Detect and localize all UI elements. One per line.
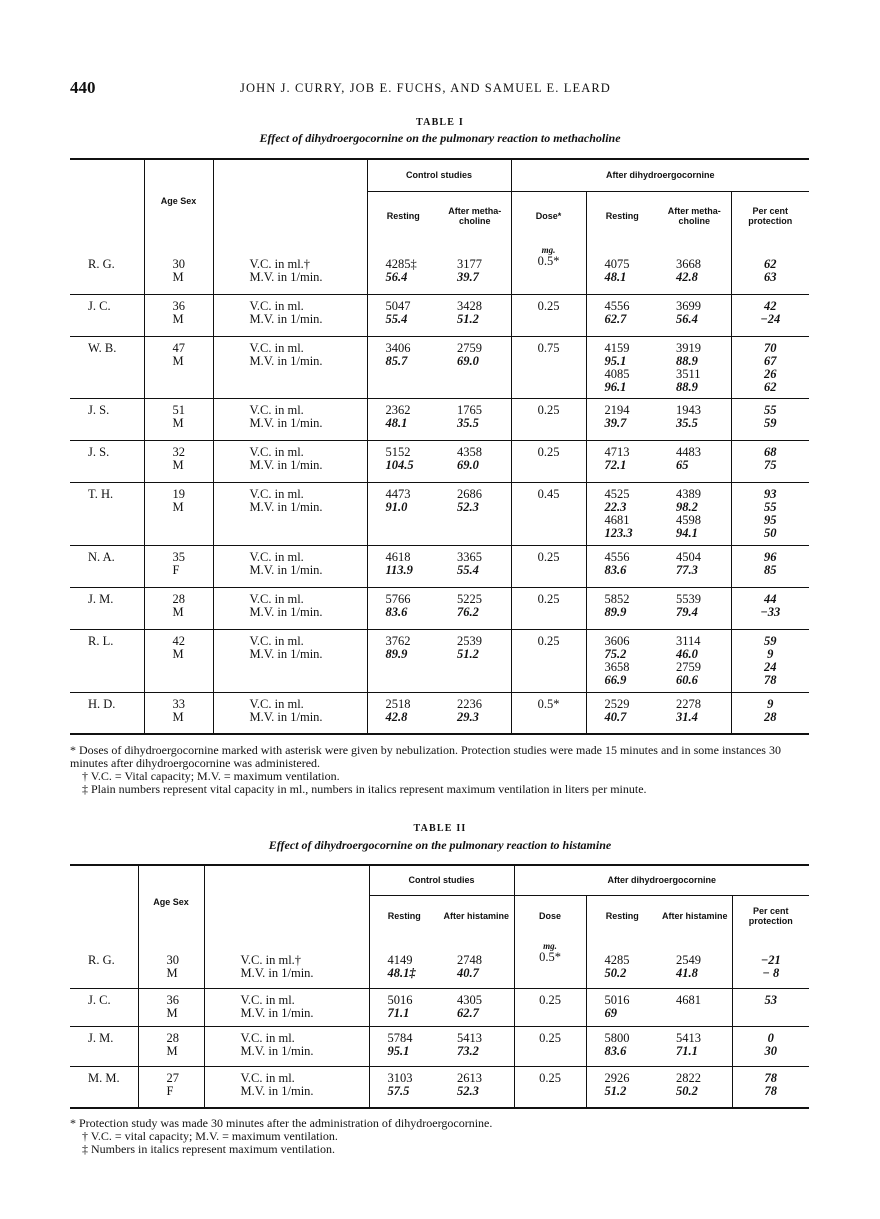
control-after-value: 69.0: [457, 457, 479, 472]
control-after-value: 2539: [457, 633, 482, 648]
after-drug-value: 41.8: [676, 966, 698, 980]
dose-value: 0.5*: [539, 950, 561, 964]
after-resting-value: 89.9: [604, 604, 627, 619]
per-cent-protection-value: 67: [764, 353, 777, 368]
control-after-value: 2748: [457, 953, 482, 967]
control-after-value: 3428: [457, 298, 482, 313]
subject-initials: H. D.: [88, 696, 116, 711]
per-cent-protection-value: 0: [767, 1030, 774, 1045]
after-resting-value: 50.2: [604, 966, 627, 980]
control-after-value: 39.7: [457, 270, 479, 284]
subject-age: 28: [172, 591, 185, 606]
page-number: 440: [70, 78, 96, 97]
table-row: [70, 988, 809, 1026]
per-cent-protection-value: 42: [764, 298, 777, 313]
table-row: [70, 336, 809, 398]
after-drug-value: 65: [676, 457, 689, 472]
per-cent-protection-value: 24: [764, 659, 777, 674]
table-row: [70, 1066, 809, 1108]
after-resting-value: 4556: [604, 298, 630, 313]
after-drug-value: 3114: [676, 633, 701, 648]
after-resting-value: 51.2: [604, 1083, 627, 1098]
subject-sex: M: [172, 499, 184, 514]
per-cent-protection-value: 44: [764, 591, 777, 606]
dose-value: 0.75: [537, 340, 560, 355]
control-resting-value: 2362: [385, 402, 411, 417]
table-row: [70, 629, 809, 692]
subject-sex: M: [172, 646, 184, 661]
table1-header-dose: Dose*: [511, 191, 586, 241]
after-resting-value: 4525: [604, 486, 630, 501]
per-cent-protection-value: −21: [760, 953, 781, 967]
table2-header-control: Control studies: [369, 865, 514, 895]
after-resting-value: 48.1: [604, 270, 627, 284]
after-drug-value: 4504: [676, 549, 701, 564]
control-after-value: 51.2: [457, 646, 479, 661]
per-cent-protection-value: 59: [764, 633, 777, 648]
per-cent-protection-value: 59: [764, 415, 777, 430]
after-resting-value: 62.7: [604, 311, 627, 326]
control-after-value: 2686: [457, 486, 482, 501]
per-cent-protection-value: 93: [764, 486, 777, 501]
control-after-value: 2759: [457, 340, 482, 355]
per-cent-protection-value: 9: [767, 696, 774, 711]
control-resting-value: 104.5: [385, 457, 414, 472]
subject-sex: M: [172, 415, 184, 430]
per-cent-protection-value: 55: [764, 499, 777, 514]
subject-sex: F: [172, 562, 180, 577]
control-resting-value: 57.5: [387, 1083, 410, 1098]
subject-initials: J. C.: [88, 298, 111, 313]
dose-value: 0.25: [539, 1030, 561, 1045]
measure-label-mv: M.V. in 1/min.: [240, 966, 314, 980]
dose-unit: mg.: [543, 941, 557, 951]
table2-header-name-blank: [70, 865, 138, 895]
table2-footnote-2: † V.C. = vital capacity; M.V. = maximum ventilation.: [82, 1129, 338, 1143]
table1-header-resting: Resting: [367, 191, 439, 241]
after-drug-value: 4389: [676, 486, 701, 501]
table-row: [70, 587, 809, 629]
per-cent-protection-value: 78: [764, 1083, 777, 1098]
control-after-value: 1765: [457, 402, 482, 417]
after-resting-value: 83.6: [604, 562, 627, 577]
after-drug-value: 94.1: [676, 525, 698, 540]
after-resting-value: 123.3: [604, 525, 633, 540]
after-resting-value: 4681: [604, 512, 630, 527]
table2-header-name-blank-2: [70, 895, 138, 937]
table1-footnote-3: ‡ Plain numbers represent vital capacity in ml., numbers in italics represent maximum ventilation in liters per minute.: [82, 782, 647, 796]
subject-initials: R. G.: [88, 257, 115, 271]
per-cent-protection-value: −33: [760, 604, 781, 619]
table2-header-resting: Resting: [369, 895, 439, 937]
subject-initials: J. M.: [88, 591, 114, 606]
per-cent-protection-value: 63: [764, 270, 777, 284]
table1-label: TABLE I: [416, 117, 464, 128]
control-after-value: 3365: [457, 549, 482, 564]
per-cent-protection-value: 70: [764, 340, 777, 355]
per-cent-protection-value: 62: [764, 379, 777, 394]
table1-header-after: After dihydroergocornine: [511, 159, 809, 191]
after-drug-value: 46.0: [676, 646, 698, 661]
after-resting-value: 22.3: [604, 499, 627, 514]
table2-header-after: After dihydroergocornine: [514, 865, 809, 895]
table1-header-name-blank: [70, 159, 144, 191]
per-cent-protection-value: 75: [764, 457, 777, 472]
after-resting-value: 66.9: [604, 672, 627, 687]
subject-age: 42: [172, 633, 185, 648]
after-drug-value: 2278: [676, 696, 701, 711]
table-row: [70, 440, 809, 482]
running-head: JOHN J. CURRY, JOB E. FUCHS, AND SAMUEL E. LEARD: [240, 81, 611, 95]
dose-unit: mg.: [541, 245, 556, 255]
per-cent-protection-value: − 8: [762, 966, 780, 980]
measure-label-vc: V.C. in ml.: [249, 591, 304, 606]
control-after-value: 55.4: [457, 562, 479, 577]
subject-sex: M: [172, 311, 184, 326]
subject-age: 28: [166, 1030, 179, 1045]
per-cent-protection-value: 50: [764, 525, 777, 540]
table2-footnote-1: * Protection study was made 30 minutes after the administration of dihydroergocornine.: [70, 1116, 493, 1130]
measure-label-vc: V.C. in ml.†: [240, 953, 302, 967]
subject-age: 30: [166, 953, 179, 967]
table2-header-resting-after: Resting: [586, 895, 658, 937]
per-cent-protection-value: 28: [764, 709, 777, 724]
table2-footnote-3: ‡ Numbers in italics represent maximum ventilation.: [82, 1142, 335, 1156]
after-drug-value: 42.8: [676, 270, 698, 284]
control-resting-value: 55.4: [385, 311, 408, 326]
control-resting-value: 4473: [385, 486, 411, 501]
table1-header-after-drug-2: After metha- choline: [667, 206, 721, 227]
per-cent-protection-value: 95: [764, 512, 777, 527]
table1-header-after-drug: After metha- choline: [448, 206, 502, 227]
control-resting-value: 5784: [387, 1030, 413, 1045]
after-resting-value: 4713: [604, 444, 630, 459]
table2-header-after-drug: After histamine: [443, 911, 509, 922]
table-row: [70, 482, 809, 545]
after-drug-value: 88.9: [676, 353, 698, 368]
table1-header-control: Control studies: [367, 159, 511, 191]
control-after-value: 5225: [457, 591, 482, 606]
table-row: [70, 1026, 809, 1066]
subject-initials: R. G.: [88, 953, 115, 967]
per-cent-protection-value: −24: [760, 311, 781, 326]
subject-age: 27: [166, 1070, 179, 1085]
per-cent-protection-value: 68: [764, 444, 777, 459]
control-resting-value: 85.7: [385, 353, 408, 368]
measure-label-mv: M.V. in 1/min.: [249, 415, 323, 430]
measure-label-mv: M.V. in 1/min.: [240, 1043, 314, 1058]
measure-label-vc: V.C. in ml.: [249, 298, 304, 313]
after-drug-value: 35.5: [676, 415, 698, 430]
subject-sex: M: [166, 1005, 178, 1020]
table2-header-per-cent: Per cent protection: [732, 895, 809, 937]
subject-sex: M: [172, 709, 184, 724]
subject-sex: M: [172, 270, 184, 284]
after-resting-value: 5800: [604, 1030, 630, 1045]
measure-label-mv: M.V. in 1/min.: [249, 562, 323, 577]
after-drug-value: 31.4: [676, 709, 698, 724]
after-drug-value: 60.6: [676, 672, 698, 687]
control-resting-value: 3103: [387, 1070, 413, 1085]
subject-initials: R. L.: [88, 633, 114, 648]
after-drug-value: 5539: [676, 591, 701, 606]
after-resting-value: 4556: [604, 549, 630, 564]
table-row: [70, 294, 809, 336]
per-cent-protection-value: 96: [764, 549, 777, 564]
control-after-value: 35.5: [457, 415, 479, 430]
after-resting-value: 4075: [604, 257, 630, 271]
control-after-value: 40.7: [457, 966, 479, 980]
control-after-value: 52.3: [457, 499, 479, 514]
control-resting-value: 5766: [385, 591, 411, 606]
subject-sex: M: [166, 1043, 178, 1058]
control-resting-value: 95.1: [387, 1043, 410, 1058]
dose-value: 0.25: [537, 298, 560, 313]
table1-body: [70, 241, 809, 734]
control-after-value: 2613: [457, 1070, 482, 1085]
measure-label-vc: V.C. in ml.: [249, 696, 304, 711]
control-after-value: 76.2: [457, 604, 479, 619]
dose-value: 0.25: [539, 1070, 561, 1085]
measure-label-mv: M.V. in 1/min.: [240, 1005, 314, 1020]
table1-header-per-cent: Per cent protection: [731, 191, 809, 241]
control-resting-value: 5152: [385, 444, 411, 459]
table1-header-age-sex: Age Sex: [144, 159, 213, 241]
measure-label-mv: M.V. in 1/min.: [249, 499, 323, 514]
measure-label-mv: M.V. in 1/min.: [249, 311, 323, 326]
after-drug-value: 2822: [676, 1070, 701, 1085]
after-drug-value: 2549: [676, 953, 701, 967]
table2-header-after-drug-2: After histamine: [661, 911, 728, 922]
table1-footnotes: [70, 744, 815, 796]
measure-label-vc: V.C. in ml.: [249, 633, 304, 648]
control-resting-value: 91.0: [385, 499, 408, 514]
per-cent-protection-value: 26: [764, 366, 777, 381]
control-after-value: 73.2: [457, 1043, 479, 1058]
subject-initials: J. C.: [88, 992, 111, 1007]
per-cent-protection-value: 30: [764, 1043, 777, 1058]
after-resting-value: 2926: [604, 1070, 630, 1085]
table1-header-measure-blank: [213, 159, 367, 241]
control-resting-value: 5016: [387, 992, 413, 1007]
after-drug-value: 56.4: [676, 311, 698, 326]
table-row: [70, 692, 809, 734]
control-resting-value: 3406: [385, 340, 411, 355]
after-resting-value: 3606: [604, 633, 630, 648]
measure-label-mv: M.V. in 1/min.: [249, 646, 323, 661]
after-resting-value: 5852: [604, 591, 630, 606]
after-resting-value: 39.7: [604, 415, 627, 430]
after-drug-value: 3699: [676, 298, 701, 313]
measure-label-vc: V.C. in ml.†: [249, 257, 311, 271]
measure-label-vc: V.C. in ml.: [249, 340, 304, 355]
after-resting-value: 4085: [604, 366, 630, 381]
after-drug-value: 1943: [676, 402, 701, 417]
control-after-value: 51.2: [457, 311, 479, 326]
control-resting-value: 89.9: [385, 646, 408, 661]
table1-footnote-2: † V.C. = Vital capacity; M.V. = maximum ventilation.: [82, 769, 340, 783]
dose-value: 0.25: [539, 992, 561, 1007]
measure-label-mv: M.V. in 1/min.: [249, 604, 323, 619]
control-resting-value: 42.8: [385, 709, 408, 724]
subject-sex: F: [166, 1083, 174, 1098]
subject-initials: T. H.: [88, 486, 114, 501]
after-drug-value: 77.3: [676, 562, 698, 577]
after-resting-value: 75.2: [604, 646, 627, 661]
control-after-value: 2236: [457, 696, 482, 711]
measure-label-vc: V.C. in ml.: [249, 486, 304, 501]
subject-sex: M: [172, 604, 184, 619]
control-resting-value: 5047: [385, 298, 411, 313]
table1-footnote-1: * Doses of dihydroergocornine marked with asterisk were given by nebulization. Protection studies were made 15 minutes and in some instances 30 minutes after dihydroergocornine was administered.: [70, 743, 781, 770]
table1-header-name-blank-2: [70, 191, 144, 241]
control-resting-value: 4285‡: [385, 257, 417, 271]
control-resting-value: 3762: [385, 633, 411, 648]
control-resting-value: 4149: [387, 953, 413, 967]
measure-label-vc: V.C. in ml.: [240, 992, 295, 1007]
control-after-value: 52.3: [457, 1083, 479, 1098]
after-drug-value: 50.2: [676, 1083, 698, 1098]
table2-title: Effect of dihydroergocornine on the pulmonary reaction to histamine: [268, 838, 612, 852]
after-resting-value: 4159: [604, 340, 630, 355]
measure-label-vc: V.C. in ml.: [249, 402, 304, 417]
per-cent-protection-value: 85: [764, 562, 777, 577]
control-after-value: 29.3: [457, 709, 479, 724]
subject-initials: W. B.: [88, 340, 117, 355]
table2-header-measure-blank: [204, 865, 369, 937]
after-drug-value: 71.1: [676, 1043, 698, 1058]
after-drug-value: 4681: [676, 992, 701, 1007]
after-drug-value: 4598: [676, 512, 701, 527]
subject-age: 32: [172, 444, 185, 459]
after-resting-value: 83.6: [604, 1043, 627, 1058]
after-resting-value: 95.1: [604, 353, 627, 368]
after-drug-value: 79.4: [676, 604, 698, 619]
control-after-value: 3177: [457, 257, 482, 271]
table1-header-resting-after: Resting: [586, 191, 658, 241]
table1-title: Effect of dihydroergocornine on the pulmonary reaction to methacholine: [259, 131, 621, 145]
after-resting-value: 72.1: [604, 457, 627, 472]
measure-label-mv: M.V. in 1/min.: [240, 1083, 314, 1098]
subject-sex: M: [166, 966, 178, 980]
after-drug-value: 88.9: [676, 379, 698, 394]
table2-body: [70, 937, 809, 1108]
subject-initials: N. A.: [88, 549, 115, 564]
dose-value: 0.25: [537, 444, 560, 459]
after-drug-value: 3668: [676, 257, 701, 271]
subject-sex: M: [172, 353, 184, 368]
after-drug-value: 98.2: [676, 499, 698, 514]
after-drug-value: 3919: [676, 340, 701, 355]
table-row: [70, 545, 809, 587]
subject-age: 36: [166, 992, 179, 1007]
table-row: [70, 398, 809, 440]
measure-label-mv: M.V. in 1/min.: [249, 709, 323, 724]
dose-value: 0.5*: [537, 254, 560, 268]
control-resting-value: 113.9: [385, 562, 413, 577]
table2-footnotes: [70, 1117, 815, 1156]
per-cent-protection-value: 55: [764, 402, 777, 417]
after-resting-value: 2529: [604, 696, 630, 711]
dose-value: 0.25: [537, 591, 560, 606]
after-drug-value: 4483: [676, 444, 701, 459]
control-after-value: 4358: [457, 444, 482, 459]
after-drug-value: 2759: [676, 659, 701, 674]
after-drug-value: 3511: [676, 366, 701, 381]
subject-initials: J. S.: [88, 402, 110, 417]
after-drug-value: 5413: [676, 1030, 701, 1045]
after-resting-value: 5016: [604, 992, 630, 1007]
subject-age: 33: [172, 696, 185, 711]
control-after-value: 69.0: [457, 353, 479, 368]
after-resting-value: 4285: [604, 953, 630, 967]
per-cent-protection-value: 9: [767, 646, 774, 661]
dose-value: 0.45: [537, 486, 560, 501]
table-row: [70, 937, 809, 988]
table2: [70, 864, 809, 1109]
measure-label-vc: V.C. in ml.: [240, 1030, 295, 1045]
control-resting-value: 2518: [385, 696, 411, 711]
control-resting-value: 71.1: [387, 1005, 410, 1020]
table-row: [70, 241, 809, 294]
after-resting-value: 69: [604, 1005, 617, 1020]
control-resting-value: 4618: [385, 549, 411, 564]
after-resting-value: 3658: [604, 659, 630, 674]
measure-label-vc: V.C. in ml.: [240, 1070, 295, 1085]
control-after-value: 5413: [457, 1030, 482, 1045]
per-cent-protection-value: 78: [764, 672, 777, 687]
measure-label-mv: M.V. in 1/min.: [249, 353, 323, 368]
dose-value: 0.25: [537, 549, 560, 564]
control-resting-value: 56.4: [385, 270, 408, 284]
subject-age: 51: [172, 402, 185, 417]
subject-initials: M. M.: [88, 1070, 120, 1085]
subject-sex: M: [172, 457, 184, 472]
after-resting-value: 96.1: [604, 379, 627, 394]
dose-value: 0.25: [537, 633, 560, 648]
dose-value: 0.5*: [537, 696, 560, 711]
per-cent-protection-value: 78: [764, 1070, 777, 1085]
subject-age: 47: [172, 340, 185, 355]
measure-label-mv: M.V. in 1/min.: [249, 457, 323, 472]
per-cent-protection-value: 62: [764, 257, 777, 271]
dose-value: 0.25: [537, 402, 560, 417]
subject-age: 30: [172, 257, 185, 271]
table2-label: TABLE II: [413, 823, 467, 834]
control-resting-value: 48.1‡: [387, 966, 416, 980]
subject-age: 35: [172, 549, 185, 564]
control-resting-value: 83.6: [385, 604, 408, 619]
table1: [70, 158, 809, 735]
subject-age: 19: [172, 486, 185, 501]
control-resting-value: 48.1: [385, 415, 408, 430]
control-after-value: 4305: [457, 992, 482, 1007]
after-resting-value: 40.7: [604, 709, 627, 724]
control-after-value: 62.7: [457, 1005, 479, 1020]
measure-label-vc: V.C. in ml.: [249, 549, 304, 564]
subject-age: 36: [172, 298, 185, 313]
subject-initials: J. S.: [88, 444, 110, 459]
table2-header-age-sex: Age Sex: [138, 865, 204, 937]
table2-header-dose: Dose: [514, 895, 586, 937]
measure-label-mv: M.V. in 1/min.: [249, 270, 323, 284]
after-resting-value: 2194: [604, 402, 630, 417]
subject-initials: J. M.: [88, 1030, 114, 1045]
measure-label-vc: V.C. in ml.: [249, 444, 304, 459]
per-cent-protection-value: 53: [764, 992, 777, 1007]
